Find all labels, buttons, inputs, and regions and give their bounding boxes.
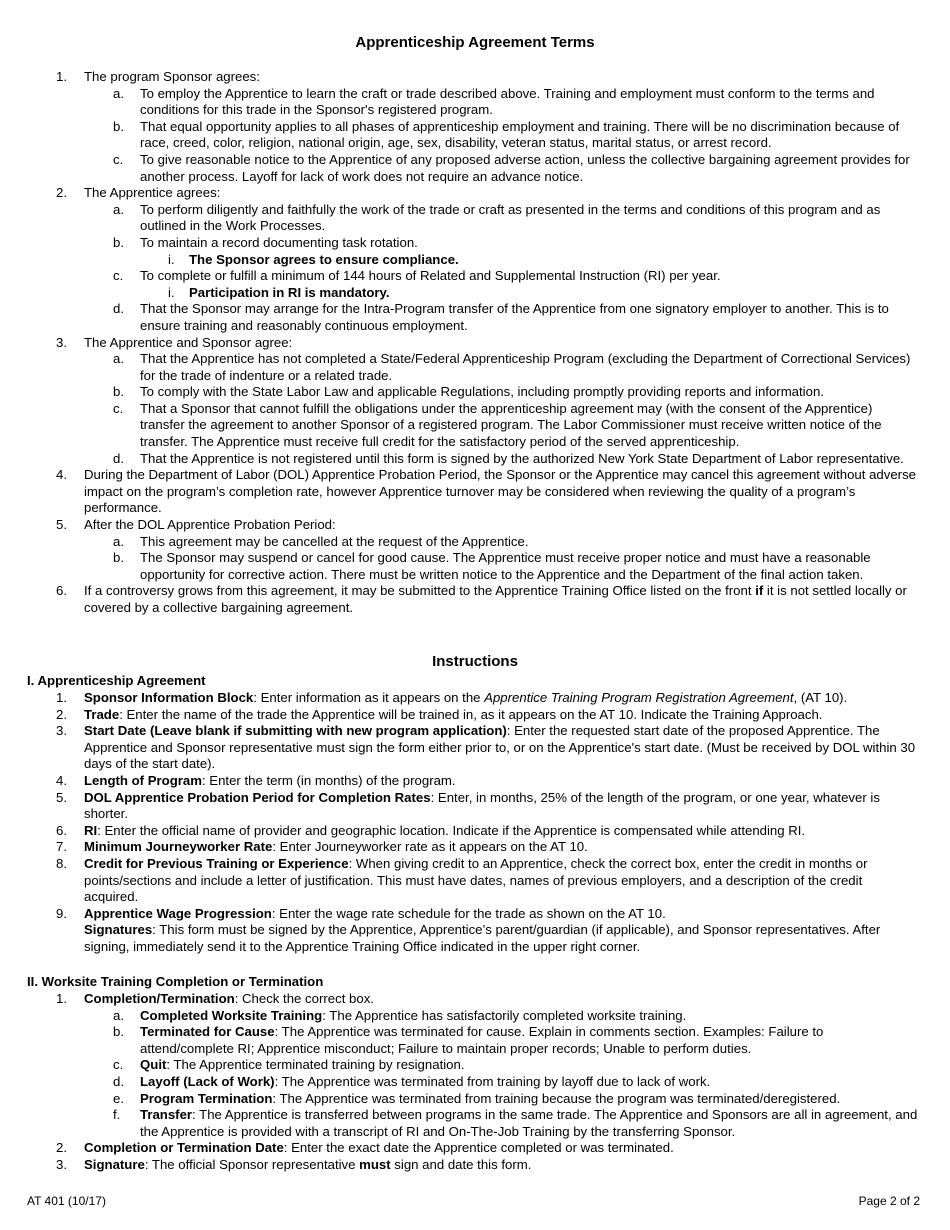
terms-item-5a: a. This agreement may be cancelled at the request of the Apprentice. [113, 533, 529, 549]
terms-item-3d: d. That the Apprentice is not registered until this form is signed by the authorized New York State Department of Labor representative. [113, 450, 904, 466]
s2-item-1b: b. Terminated for Cause: The Apprentice was terminated for cause. Explain in comments section. Examples: Failure to attend/complete RI; Apprentice misconduct; Failure to maintain proper records; Unable to perform duties. [113, 1024, 824, 1056]
terms-item-6: 6. If a controversy grows from this agreement, it may be submitted to the Apprentice Training Office listed on the front if it is not settled locally or covered by a collective bargaining agreement. [56, 583, 907, 615]
instr-item-3: 3. Start Date (Leave blank if submitting with new program application): Enter the requested start date of the proposed Apprentice. The Apprentice and Sponsor representative must sign the form either prior to, or on the Apprentice's start date. (Must be received by DOL within 30 days of the start date). [56, 723, 916, 772]
instr-item-4: 4. Length of Program: Enter the term (in months) of the program. [56, 772, 456, 788]
terms-item-1a: a. To employ the Apprentice to learn the craft or trade described above. Training and employment must conform to the terms and conditions for this trade in the Sponsor's registered program. [113, 85, 875, 118]
s2-item-1c: c. Quit: The Apprentice terminated training by resignation. [113, 1057, 465, 1073]
terms-title: Apprenticeship Agreement Terms [355, 34, 595, 51]
terms-item-2d: d. That the Sponsor may arrange for the Intra-Program transfer of the Apprentice from one signatory employer to another. This is to ensure training and reasonably continuous employment. [113, 301, 889, 333]
terms-item-3a: a. That the Apprentice has not completed a State/Federal Apprenticeship Program (excluding the Department of Correctional Services) for the trade of indenture or a related trade. [113, 351, 911, 383]
instr-item-9: 9. Apprentice Wage Progression: Enter the wage rate schedule for the trade as shown on the AT 10. [56, 905, 666, 921]
terms-item-3: 3. The Apprentice and Sponsor agree: [56, 334, 293, 350]
form-id: AT 401 (10/17) [27, 1194, 106, 1208]
s2-item-2: 2. Completion or Termination Date: Enter the exact date the Apprentice completed or was terminated. [56, 1140, 674, 1156]
terms-item-3b: b. To comply with the State Labor Law and applicable Regulations, including promptly providing reports and information. [113, 384, 824, 400]
section-1-title: I. Apprenticeship Agreement [27, 673, 206, 688]
section-1-list [0, 690, 950, 956]
terms-item-5b: b. The Sponsor may suspend or cancel for good cause. The Apprentice must receive proper notice and must have a reasonable opportunity for corrective action. There must be written notice to the Apprentice and the Department of the final action taken. [113, 550, 871, 582]
instr-item-7: 7. Minimum Journeyworker Rate: Enter Journeyworker rate as it appears on the AT 10. [56, 839, 588, 855]
instr-item-6: 6. RI: Enter the official name of provider and geographic location. Indicate if the Apprentice is compensated while attending RI. [56, 822, 806, 838]
s2-item-3: 3. Signature: The official Sponsor representative must sign and date this form. [56, 1156, 532, 1172]
instructions-title: Instructions [432, 653, 518, 670]
terms-item-5: 5. After the DOL Apprentice Probation Period: [56, 517, 336, 533]
section-2-list [0, 991, 950, 1174]
terms-item-3c: c. That a Sponsor that cannot fulfill the obligations under the apprenticeship agreement may (with the consent of the Apprentice) transfer the agreement to another Sponsor of a registered program. The Labor Commissioner must receive written notice of the transfer. The Apprentice must receive full credit for the satisfactory period of the served apprenticeship. [113, 400, 882, 450]
instr-item-5: 5. DOL Apprentice Probation Period for Completion Rates: Enter, in months, 25% of the length of the program, or one year, whatever is shorter. [56, 789, 880, 822]
terms-item-4: 4. During the Department of Labor (DOL) Apprentice Probation Period, the Sponsor or the Apprentice may cancel this agreement without adverse impact on the program’s completion rate, however Apprentice turnover may be considered when reviewing the quality of a program’s performance. [56, 467, 917, 516]
section-2-title: II. Worksite Training Completion or Termination [27, 974, 324, 989]
terms-item-1b: b. That equal opportunity applies to all phases of apprenticeship employment and training. There will be no discrimination because of race, creed, color, religion, national origin, age, sex, disability, veteran status, marital status, or arrest record. [113, 118, 900, 151]
s2-item-1d: d. Layoff (Lack of Work): The Apprentice was terminated from training by layoff due to lack of work. [113, 1073, 711, 1089]
instr-item-2: 2. Trade: Enter the name of the trade the Apprentice will be trained in, as it appears on the AT 10. Indicate the Training Approach. [56, 706, 823, 722]
s2-item-1a: a. Completed Worksite Training: The Apprentice has satisfactorily completed worksite training. [113, 1007, 687, 1023]
instr-item-8: 8. Credit for Previous Training or Experience: When giving credit to an Apprentice, check the correct box, enter the credit in months or points/sections and include a letter of justification. This must have dates, names of previous employers, and a description of the credit acquired. [56, 855, 868, 905]
instr-item-1: 1. Sponsor Information Block: Enter information as it appears on the Apprentice Training Program Registration Agreement, (AT 10). [56, 690, 848, 705]
page-number: Page 2 of 2 [858, 1194, 920, 1208]
s2-item-1e: e. Program Termination: The Apprentice was terminated from training because the program was terminated/deregistered. [113, 1090, 841, 1106]
s2-item-1: 1. Completion/Termination: Check the correct box. [56, 991, 374, 1006]
terms-item-2c-i: i. Participation in RI is mandatory. [168, 284, 390, 300]
terms-item-2c: c. To complete or fulfill a minimum of 144 hours of Related and Supplemental Instruction (RI) per year. [113, 268, 721, 284]
terms-item-2b: b. To maintain a record documenting task rotation. [113, 234, 418, 250]
terms-item-1c: c. To give reasonable notice to the Apprentice of any proposed adverse action, unless the collective bargaining agreement provides for another process. Layoff for lack of work does not require an advance notice. [113, 151, 910, 184]
instr-signatures: Signatures: This form must be signed by the Apprentice, Apprentice’s parent/guardian (if applicable), and Sponsor representatives. After signing, immediately send it to the Apprentice Training Office indicated in the upper right corner. [84, 922, 881, 954]
terms-list [0, 69, 950, 617]
terms-item-2: 2. The Apprentice agrees: [56, 185, 221, 201]
terms-item-2a: a. To perform diligently and faithfully the work of the trade or craft as presented in the terms and conditions of this program and as outlined in the Work Processes. [113, 201, 881, 234]
s2-item-1f: f. Transfer: The Apprentice is transferred between programs in the same trade. The Apprentice and Sponsors are all in agreement, and the Apprentice is provided with a transcript of RI and On-The-Job Training by the transferring Sponsor. [113, 1107, 918, 1139]
terms-item-1: 1. The program Sponsor agrees: [56, 69, 260, 84]
terms-item-2b-i: i. The Sponsor agrees to ensure compliance. [168, 251, 459, 267]
